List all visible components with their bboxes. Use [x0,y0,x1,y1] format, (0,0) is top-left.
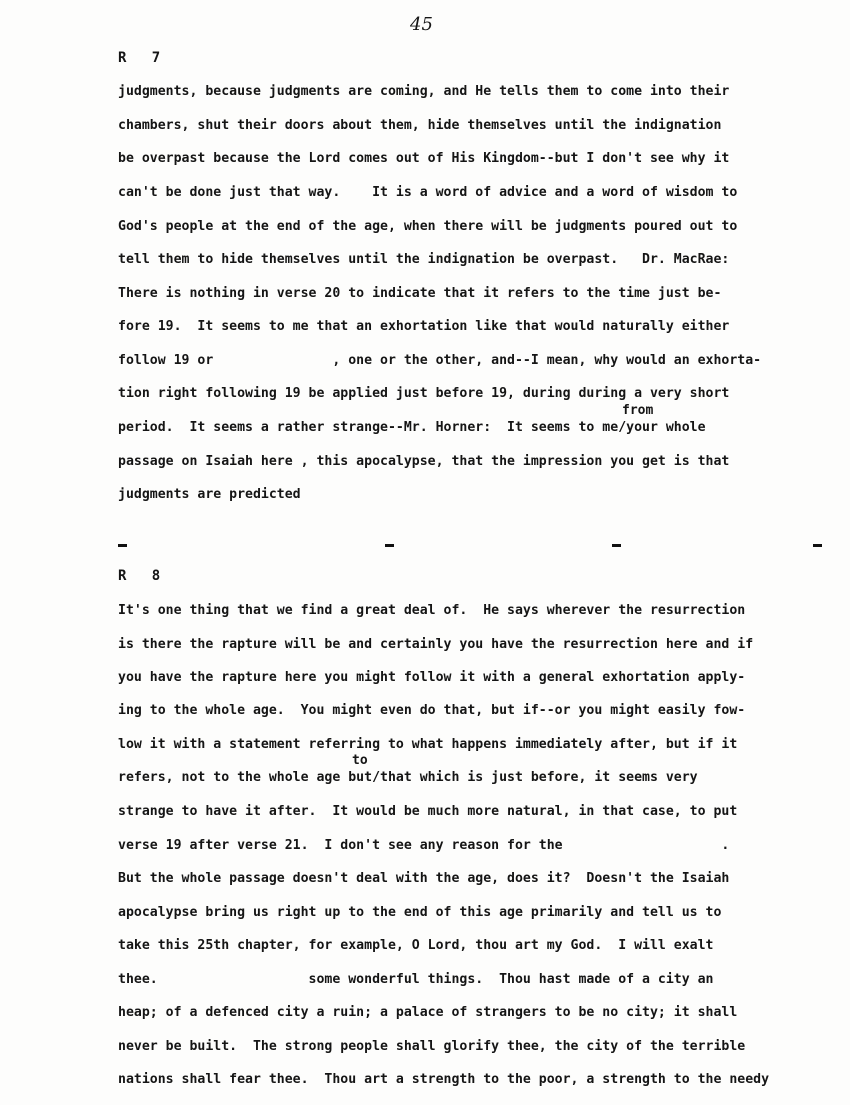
text-line: heap; of a defenced city a ruin; a palace of strangers to be no city; it shall [118,1005,738,1020]
separator-dash [612,544,621,547]
separator-dash [118,544,127,547]
text-line: passage on Isaiah here , this apocalypse, that the impression you get is that [118,454,730,469]
text-line: refers, not to the whole age but/that which is just before, it seems very [118,770,698,785]
text-line: nations shall fear thee. Thou art a strength to the poor, a strength to the needy [118,1072,770,1087]
text-line: follow 19 or , one or the other, and--I mean, why would an exhorta- [118,353,762,368]
text-line: It's one thing that we find a great deal of. He says wherever the resurrection [118,603,746,618]
text-line: chambers, shut their doors about them, hide themselves until the indignation [118,118,722,133]
text-line: There is nothing in verse 20 to indicate that it refers to the time just be- [118,286,722,301]
text-line: can't be done just that way. It is a word of advice and a word of wisdom to [118,185,738,200]
page-number: 45 [410,14,433,35]
text-line: fore 19. It seems to me that an exhortation like that would naturally either [118,319,730,334]
section-marker-r7: R 7 [118,50,161,66]
text-line: never be built. The strong people shall glorify thee, the city of the terrible [118,1039,746,1054]
text-line: period. It seems a rather strange--Mr. Horner: It seems to me/your whole [118,420,706,435]
text-line: verse 19 after verse 21. I don't see any reason for the . [118,838,730,853]
text-line: tell them to hide themselves until the indignation be overpast. Dr. MacRae: [118,252,730,267]
text-line: judgments, because judgments are coming, and He tells them to come into their [118,84,730,99]
text-line: low it with a statement referring to what happens immediately after, but if it [118,737,738,752]
text-line: strange to have it after. It would be much more natural, in that case, to put [118,804,738,819]
text-line: But the whole passage doesn't deal with the age, does it? Doesn't the Isaiah [118,871,730,886]
text-line: God's people at the end of the age, when there will be judgments poured out to [118,219,738,234]
separator-dash [813,544,822,547]
text-line: ing to the whole age. You might even do that, but if--or you might easily fow- [118,703,746,718]
text-line: you have the rapture here you might follow it with a general exhortation apply- [118,670,746,685]
interlinear-insertion: to [352,753,368,768]
text-line: thee. some wonderful things. Thou hast made of a city an [118,972,714,987]
text-line: apocalypse bring us right up to the end of this age primarily and tell us to [118,905,722,920]
interlinear-insertion: from [622,403,654,418]
text-line: be overpast because the Lord comes out of His Kingdom--but I don't see why it [118,151,730,166]
text-line: take this 25th chapter, for example, O Lord, thou art my God. I will exalt [118,938,714,953]
separator-dash [385,544,394,547]
text-line: tion right following 19 be applied just before 19, during during a very short [118,386,730,401]
text-line: judgments are predicted [118,487,301,502]
text-line: is there the rapture will be and certainly you have the resurrection here and if [118,637,754,652]
section-marker-r8: R 8 [118,568,161,584]
